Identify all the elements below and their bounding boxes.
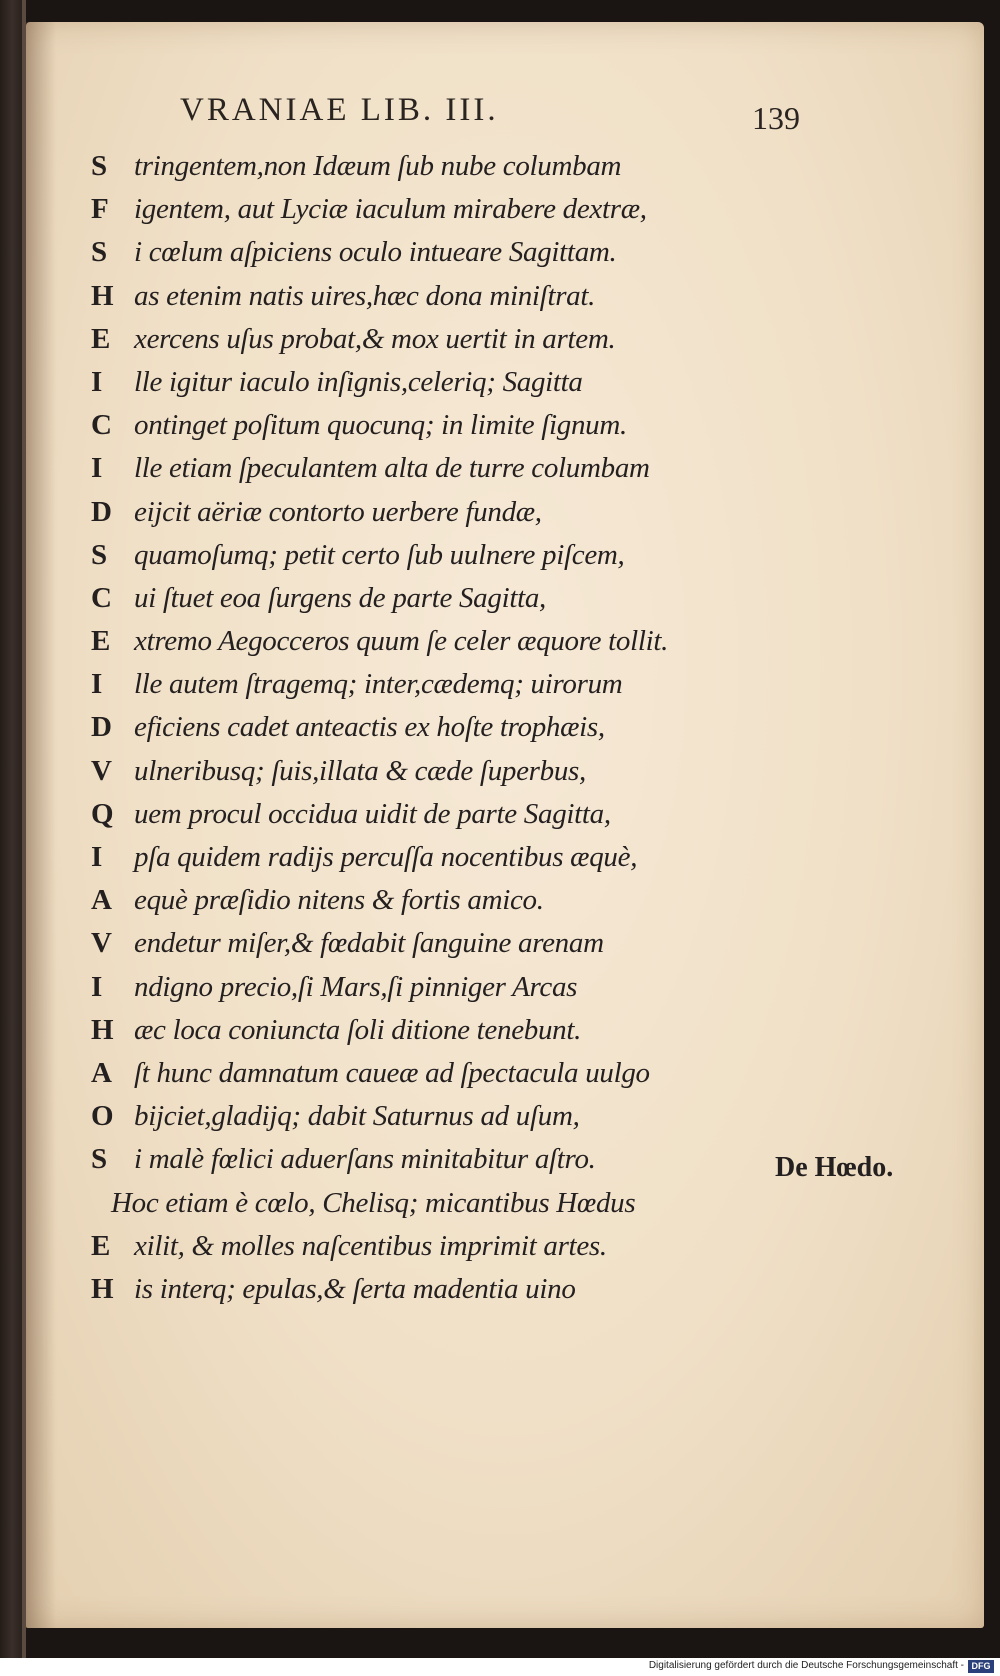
verse-line [56,663,936,706]
verse-line [56,1052,936,1095]
verse-text: i malè fœlici aduerſans minitabitur aſtro. [134,1143,596,1176]
running-title: VRANIAE LIB. III. [180,92,499,128]
verse-text: lle igitur iaculo inſignis,celeriq; Sagitta [134,365,583,398]
verse-initial: E [91,322,111,355]
verse-text: bijciet,gladijq; dabit Saturnus ad uſum, [134,1100,580,1133]
verse-initial: E [91,1229,111,1262]
verse-text: ulneribusq; ſuis,illata & cæde ſuperbus, [134,754,586,787]
verse-initial: H [91,1272,114,1305]
verse-line [56,491,936,534]
verse-text: xtremo Aegocceros quum ſe celer æquore tollit. [134,625,669,658]
verse-line [56,750,936,793]
verse-initial: I [91,841,103,873]
verse-initial: H [91,1013,114,1046]
verse-line [56,318,936,361]
verse-text: tringentem,non Idæum ſub nube columbam [134,150,622,182]
verse-initial: S [91,236,108,269]
verse-text: ſt hunc damnatum caueæ ad ſpectacula uulgo [134,1056,650,1089]
verse-text: xercens uſus probat,& mox uertit in artem. [134,322,616,355]
page-gutter-shadow [26,22,56,1628]
verse-line [56,879,936,922]
verse-line [56,1095,936,1138]
verse-text: ontinget poſitum quocunq; in limite ſignum. [134,409,627,442]
verse-initial: V [91,927,112,960]
verse-line [56,188,936,231]
verse-text: uem procul occidua uidit de parte Sagitta, [134,797,611,830]
verse-text: endetur miſer,& fœdabit ſanguine arenam [134,927,604,960]
verse-text: xilit, & molles naſcentibus imprimit artes. [134,1229,607,1262]
verse-initial: I [91,668,103,701]
verse-text: eficiens cadet anteactis ex hoſte trophæis, [134,711,605,744]
verse-text: i cœlum aſpiciens oculo intueare Sagittam. [134,236,617,269]
verse-text: igentem, aut Lyciæ iaculum mirabere dextræ, [134,193,647,226]
verse-initial: I [91,452,103,485]
digitization-credit: Digitalisierung gefördert durch die Deutsche Forschungsgemeinschaft - [648,1660,964,1671]
verse-line [56,1009,936,1052]
verse-line [56,793,936,836]
verse-line [56,361,936,404]
verse-text: quamoſumq; petit certo ſub uulnere piſcem, [134,538,625,571]
verse-text: pſa quidem radijs percuſſa nocentibus æquè, [134,841,638,873]
verse-line [56,922,936,965]
verse-text: Hoc etiam è cœlo, Chelisq; micantibus Hœdus [111,1186,636,1219]
verse-line [56,1182,936,1225]
verse-initial: Q [91,797,114,830]
verse-text: lle etiam ſpeculantem alta de turre columbam [134,452,650,485]
verse-text: equè præſidio nitens & fortis amico. [134,884,544,917]
verse-text: eijcit aëriæ contorto uerbere fundæ, [134,495,542,528]
verse-line [56,231,936,274]
verse-block [56,145,936,1311]
verse-initial: S [91,538,108,571]
verse-initial: A [91,884,112,917]
verse-initial: H [91,279,114,312]
page-number: 139 [752,100,800,136]
verse-text: ui ſtuet eoa ſurgens de parte Sagitta, [134,581,547,614]
verse-initial: C [91,581,112,614]
verse-text: ndigno precio,ſi Mars,ſi pinniger Arcas [134,970,578,1003]
verse-initial: S [91,1143,108,1176]
verse-text: is interq; epulas,& ſerta madentia uino [134,1272,576,1305]
verse-line [56,577,936,620]
verse-line [56,706,936,749]
verse-initial: A [91,1056,112,1089]
verse-text: as etenim natis uires,hæc dona miniſtrat. [134,279,596,312]
verse-initial: F [91,193,109,226]
verse-line [56,620,936,663]
verse-line [56,1225,936,1268]
dfg-logo: DFG [968,1660,994,1673]
verse-line [56,534,936,577]
verse-initial: I [91,970,103,1003]
verse-line [56,966,936,1009]
verse-line [56,145,936,188]
verse-line [56,404,936,447]
verse-initial: C [91,409,112,442]
verse-initial: S [91,150,108,182]
verse-line [56,836,936,879]
verse-line [56,447,936,490]
verse-initial: V [91,754,112,787]
verse-line [56,275,936,318]
verse-text: lle autem ſtragemq; inter,cædemq; uirorum [134,668,623,701]
verse-initial: O [91,1100,114,1133]
verse-initial: D [91,711,112,744]
verse-line [56,1268,936,1311]
verse-initial: E [91,625,111,658]
book-spine [0,0,22,1658]
margin-note: De Hœdo. [775,1152,894,1183]
verse-text: æc loca coniuncta ſoli ditione tenebunt. [134,1013,582,1046]
verse-initial: I [91,365,103,398]
verse-initial: D [91,495,112,528]
